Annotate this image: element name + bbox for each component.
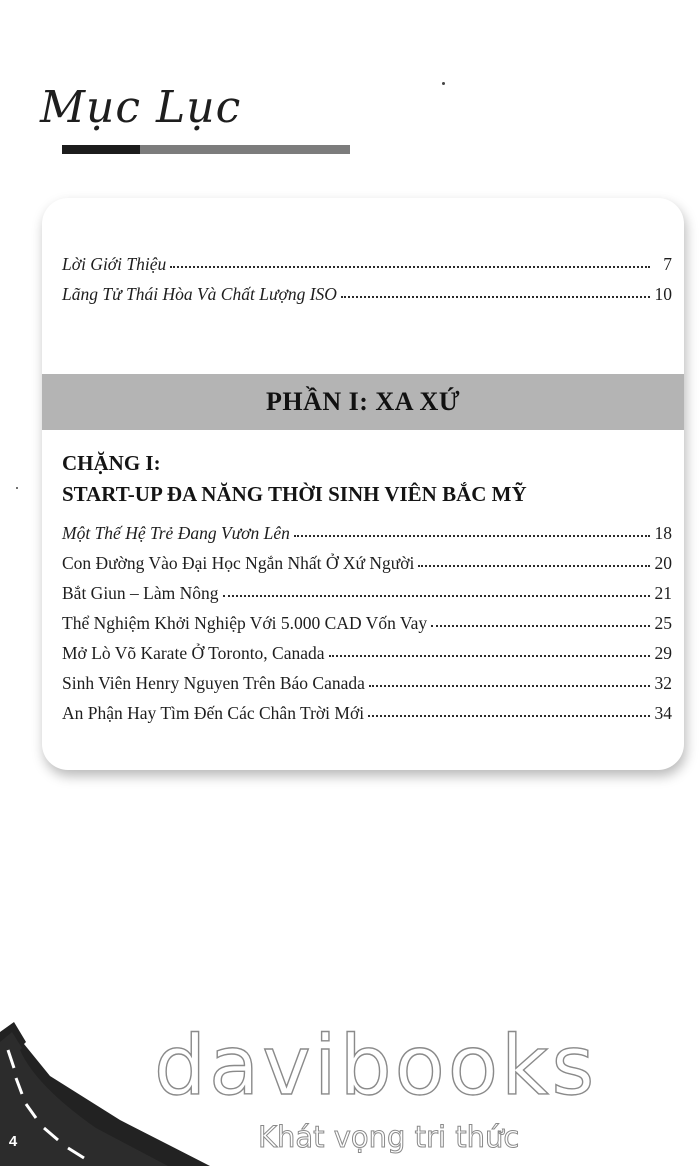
toc-leader-dots xyxy=(329,651,650,657)
toc-entry-label: Bắt Giun – Làm Nông xyxy=(62,583,219,603)
toc-entry-page: 7 xyxy=(663,254,672,274)
toc-leader-dots xyxy=(368,711,650,717)
toc-leader-dots xyxy=(294,531,650,537)
brand-watermark: davibooks xyxy=(154,1019,598,1114)
toc-entry[interactable] xyxy=(62,523,672,544)
toc-entry[interactable] xyxy=(62,673,672,694)
toc-entry-page: 32 xyxy=(654,673,672,693)
page-number: 4 xyxy=(8,1133,18,1150)
chapter-number: CHẶNG I: xyxy=(62,451,161,475)
toc-entry[interactable] xyxy=(62,703,672,724)
toc-entry-label: Con Đường Vào Đại Học Ngắn Nhất Ở Xứ Người xyxy=(62,553,415,573)
toc-entry-page: 18 xyxy=(654,523,672,543)
toc-entry-label: Lời Giới Thiệu xyxy=(62,254,167,274)
toc-entry-label: An Phận Hay Tìm Đến Các Chân Trời Mới xyxy=(62,703,365,723)
toc-entry-page: 10 xyxy=(654,284,672,304)
toc-entry[interactable] xyxy=(62,254,672,275)
toc-entry[interactable] xyxy=(62,643,672,664)
toc-leader-dots xyxy=(223,591,650,597)
page-title: Mục Lục xyxy=(40,82,242,133)
toc-leader-dots xyxy=(369,681,650,687)
title-underline-bar xyxy=(62,145,350,154)
toc-entry-page: 29 xyxy=(654,643,672,663)
part-banner xyxy=(42,374,684,430)
toc-entry[interactable] xyxy=(62,583,672,604)
toc-entry-label: Lãng Tử Thái Hòa Và Chất Lượng ISO xyxy=(62,284,337,304)
toc-entry[interactable] xyxy=(62,553,672,574)
toc-card xyxy=(42,198,684,770)
toc-entry-page: 25 xyxy=(654,613,672,633)
toc-entry[interactable] xyxy=(62,613,672,634)
speck xyxy=(16,487,18,489)
toc-entry-label: Mở Lò Võ Karate Ở Toronto, Canada xyxy=(62,643,325,663)
toc-leader-dots xyxy=(341,292,650,298)
toc-entry-page: 34 xyxy=(654,703,672,723)
toc-leader-dots xyxy=(170,262,650,268)
title-underline-light xyxy=(140,145,350,154)
toc-entry-label: Thể Nghiệm Khởi Nghiệp Với 5.000 CAD Vốn Vay xyxy=(62,613,428,633)
brand-tagline: Khát vọng tri thức xyxy=(258,1120,520,1154)
toc-entry-label: Một Thế Hệ Trẻ Đang Vươn Lên xyxy=(62,523,290,543)
toc-entry-page: 20 xyxy=(654,553,672,573)
toc-entry-page: 21 xyxy=(654,583,672,603)
toc-entry-label: Sinh Viên Henry Nguyen Trên Báo Canada xyxy=(62,673,365,693)
part-title: PHẦN I: XA XỨ xyxy=(265,387,461,416)
toc-leader-dots xyxy=(418,561,650,567)
chapter-heading xyxy=(62,448,527,510)
title-underline-dark xyxy=(62,145,140,154)
toc-entry[interactable] xyxy=(62,284,672,305)
chapter-title: START-UP ĐA NĂNG THỜI SINH VIÊN BẮC MỸ xyxy=(62,482,527,506)
speck xyxy=(442,82,445,85)
toc-leader-dots xyxy=(431,621,650,627)
